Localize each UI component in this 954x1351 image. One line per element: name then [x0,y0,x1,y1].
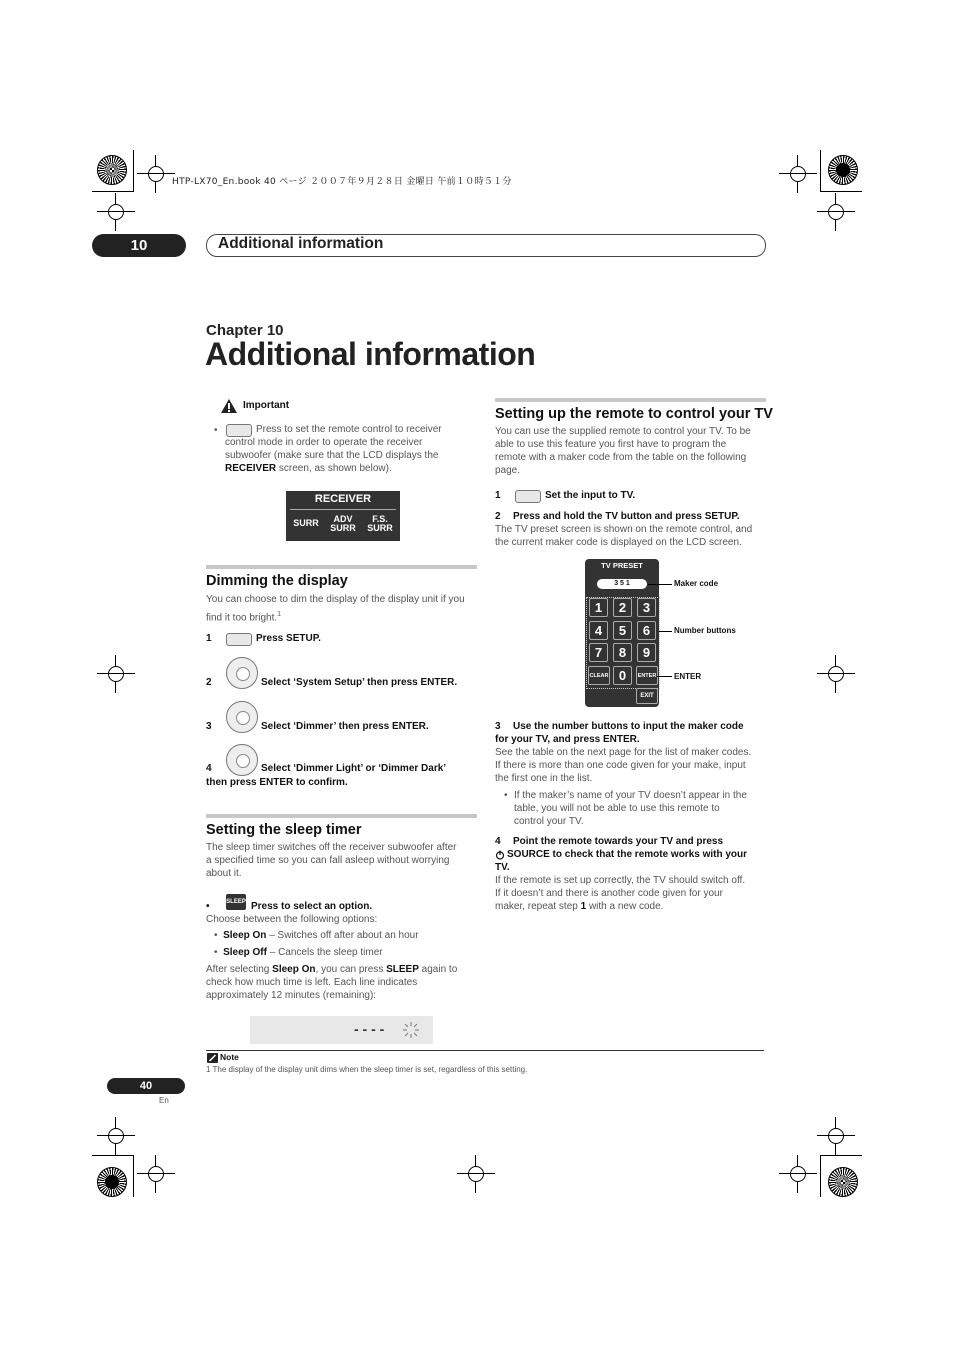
sleep-after-3: approximately 12 minutes (remaining): [206,990,377,1001]
registration-mark-bottom-right [828,1167,858,1197]
important-line-3: subwoofer (make sure that the LCD displays the [225,450,439,461]
note-text: 1 The display of the display unit dims when the sleep timer is set, regardless of this setting. [206,1065,528,1074]
setup-step-4-num: 4 [495,836,501,847]
sleep-intro-3: about it. [206,868,242,879]
dimming-intro-2: find it too bright.$^1$ [206,611,282,624]
setup-step-3-bullet-3: control your TV. [514,816,584,827]
callout-line [659,631,672,632]
sleep-choose: Choose between the following options: [206,914,378,925]
running-header-title: Additional information [218,235,384,252]
dimming-title: Dimming the display [206,573,348,589]
setup-intro-4: page. [495,465,521,476]
power-icon [495,850,505,860]
chapter-label: Chapter 10 [206,322,284,339]
tv-input-button-icon [515,490,541,503]
remote-key-9: 9 [637,643,656,662]
callout-line [648,584,672,585]
sleep-step-text: Press to select an option. [251,901,373,912]
setup-step-3-num: 3 [495,721,501,732]
important-line-1: Press to set the remote control to receiver [256,424,442,435]
warning-icon [220,398,238,414]
important-line-2: control mode in order to operate the receiver [225,437,423,448]
remote-key-2: 2 [613,598,632,617]
setup-step-3-body-1: See the table on the next page for the list of maker codes. [495,747,752,758]
setup-step-2-body-1: The TV preset screen is shown on the remote control, and [495,524,753,535]
crosshair-mark [465,1163,487,1185]
setup-step-3-bullet-2: table, you will not be able to use this remote to [514,803,720,814]
crosshair-mark [787,1163,809,1185]
crosshair-mark [145,163,167,185]
lcd-button-adv-surr: ADV SURR [330,514,356,533]
sleep-title: Setting the sleep timer [206,822,362,838]
remote-key-4: 4 [589,621,608,640]
remote-key-1: 1 [589,598,608,617]
important-line-4: RECEIVER screen, as shown below). [225,463,392,474]
dimming-step-2-num: 2 [206,677,212,688]
crosshair-mark [105,1125,127,1147]
setup-intro-1: You can use the supplied remote to control your TV. To be [495,426,751,437]
crosshair-mark [105,663,127,685]
lcd-button-fs-surr: F.S. SURR [367,514,393,533]
setup-step-4-body-1: If the remote is set up correctly, the TV should switch off. [495,875,746,886]
important-heading: Important [243,400,290,411]
setup-remote-title: Setting up the remote to control your TV [495,406,773,422]
sleep-intro-1: The sleep timer switches off the receiver subwoofer after [206,842,457,853]
sleep-display [250,1016,433,1044]
language-code: En [159,1096,169,1105]
remote-key-clear: CLEAR [588,666,610,685]
dimming-intro-1: You can choose to dim the display of the display unit if you [206,594,465,605]
callout-maker-code: Maker code [674,579,719,588]
note-heading: Note [220,1052,239,1062]
receiver-lcd-divider [290,509,396,510]
maker-code-field: 3 5 1 [597,579,647,589]
print-header: HTP-LX70_En.book 40 ページ ２００７年９月２８日 金曜日 午前１０時５１分 [172,177,512,187]
blink-icon [402,1021,420,1039]
setup-step-1-num: 1 [495,490,501,501]
setup-step-4-text-3: TV. [495,862,510,873]
dimming-step-4-text: Select ‘Dimmer Light’ or ‘Dimmer Dark’ [261,763,447,774]
dimming-step-1-text: Press SETUP. [256,633,321,644]
section-bar [206,814,477,818]
registration-mark-top-left [97,155,127,185]
setup-step-4-body-3: maker, repeat step 1 with a new code. [495,901,664,912]
setup-step-1-text: Set the input to TV. [545,490,636,501]
callout-enter: ENTER [674,672,702,681]
remote-key-exit: EXIT [636,688,658,704]
sleep-display-value: - - - - [354,1021,385,1037]
setup-step-4-body-2: If it doesn’t and there is another code given for your [495,888,723,899]
setup-intro-2: able to use this feature you first have to program the [495,439,727,450]
tv-preset-title: TV PRESET [601,561,643,570]
crosshair-mark [145,1163,167,1185]
sleep-button-icon: SLEEP [226,894,246,910]
crosshair-mark [787,163,809,185]
setup-button-icon [226,633,252,646]
dimming-step-4-text-2: then press ENTER to confirm. [206,777,348,788]
lcd-button-surr: SURR [293,518,319,528]
remote-key-7: 7 [589,643,608,662]
sleep-step-bullet: • [206,901,210,912]
setup-step-2-num: 2 [495,511,501,522]
setup-step-2-body-2: the current maker code is displayed on the LCD screen. [495,537,742,548]
remote-key-8: 8 [613,643,632,662]
setup-intro-3: remote with a maker code from the table on the following [495,452,747,463]
setup-step-4-text-2: SOURCE to check that the remote works with your [507,849,748,860]
setup-step-3-bullet-1: If the maker’s name of your TV doesn’t appear in the [514,790,747,801]
remote-tv-preset-illustration [585,559,659,707]
remote-key-6: 6 [637,621,656,640]
pencil-icon [207,1053,218,1063]
chapter-number-badge: 10 [92,234,186,257]
registration-mark-top-right [828,155,858,185]
setup-step-3-text-2: for your TV, and press ENTER. [495,734,640,745]
sleep-option-on: • Sleep On – Switches off after about an hour [214,930,419,941]
remote-key-3: 3 [637,598,656,617]
important-bullet: • [214,425,218,436]
setup-step-2-text: Press and hold the TV button and press SETUP. [513,511,740,522]
callout-number-buttons: Number buttons [674,626,736,635]
sleep-option-off: • Sleep Off – Cancels the sleep timer [214,947,383,958]
setup-step-4-text: Point the remote towards your TV and press [513,836,724,847]
receiver-lcd [286,491,400,541]
page-title: Additional information [205,336,536,372]
setup-step-3-body-2: If there is more than one code given for your make, input [495,760,746,771]
dimming-step-3-text: Select ‘Dimmer’ then press ENTER. [261,721,429,732]
dimming-step-3-num: 3 [206,721,212,732]
sleep-after-2: check how much time is left. Each line indicates [206,977,418,988]
sleep-intro-2: a specified time so you can fall asleep without worrying [206,855,450,866]
bullet: • [504,790,508,801]
registration-mark-bottom-left [97,1167,127,1197]
dimming-step-1-num: 1 [206,633,212,644]
dimming-step-4-num: 4 [206,763,212,774]
section-bar [495,398,766,402]
receiver-lcd-title: RECEIVER [314,493,372,505]
setup-step-3-text: Use the number buttons to input the maker code [513,721,744,732]
remote-key-enter: ENTER [636,666,658,685]
remote-key-5: 5 [613,621,632,640]
crosshair-mark [825,663,847,685]
note-rule [206,1050,764,1051]
setup-step-3-body-3: the first one in the list. [495,773,593,784]
sleep-after-1: After selecting Sleep On, you can press SLEEP again to [206,964,458,975]
remote-key-0: 0 [613,666,632,685]
dimming-step-2-text: Select ‘System Setup’ then press ENTER. [261,677,458,688]
dial-icon [226,744,258,776]
callout-line [657,676,672,677]
dial-icon [226,657,258,689]
section-bar [206,565,477,569]
footnote-mark: 1 [277,611,282,618]
crosshair-mark [825,201,847,223]
crosshair-mark [825,1125,847,1147]
crosshair-mark [105,201,127,223]
dial-icon [226,701,258,733]
page-number: 40 [107,1078,185,1094]
